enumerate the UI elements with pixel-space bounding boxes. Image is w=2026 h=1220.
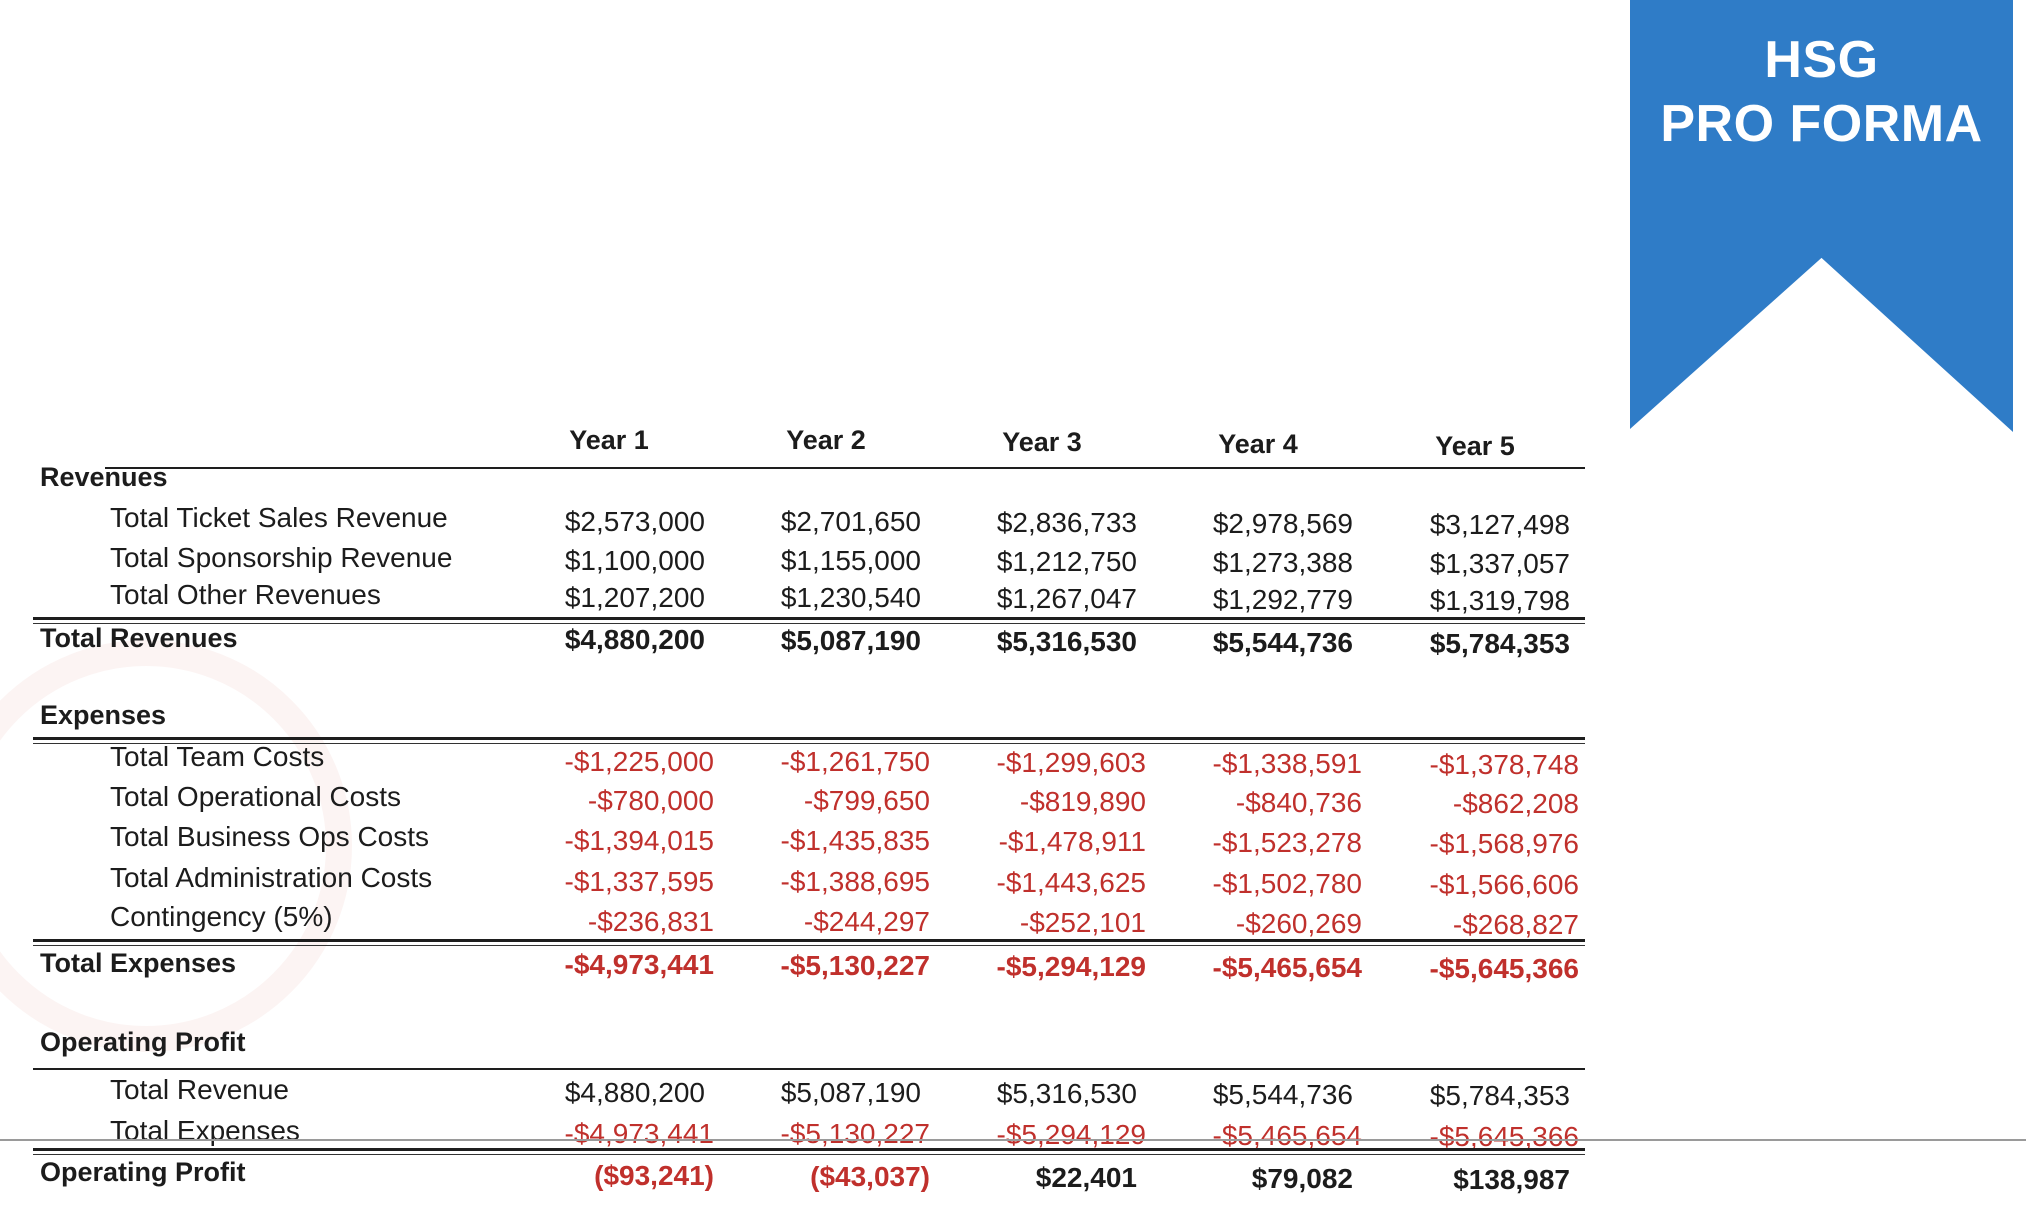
cell-value: -$252,101 (1019, 907, 1146, 938)
year-header-3: Year 3 (1002, 427, 1082, 457)
cell-value: $1,207,200 (564, 582, 705, 613)
expenses-total-rule-double (33, 945, 1585, 946)
total-value: -$4,973,441 (564, 949, 714, 980)
cell-value: -$819,890 (1019, 786, 1146, 817)
cell-value: $1,319,798 (1429, 585, 1570, 616)
cell-value: -$840,736 (1235, 787, 1362, 818)
total-expenses-label: Total Expenses (40, 948, 237, 978)
total-value: $5,087,190 (780, 625, 921, 656)
cell-value: -$1,394,015 (564, 825, 714, 856)
cell-value: -$1,338,591 (1212, 748, 1362, 779)
cell-value: -$268,827 (1452, 909, 1579, 940)
cell-value: $1,230,540 (780, 582, 921, 613)
total-value: $5,316,530 (996, 626, 1137, 657)
row-label: Total Team Costs (110, 741, 325, 772)
cell-value: $1,337,057 (1429, 548, 1570, 579)
cell-value: -$1,443,625 (996, 867, 1146, 898)
revenues-total-rule-double (33, 623, 1585, 624)
row-label: Contingency (5%) (110, 901, 333, 932)
total-value: ($43,037) (810, 1161, 930, 1192)
row-label: Total Ticket Sales Revenue (110, 502, 448, 533)
cell-value: $1,155,000 (780, 545, 921, 576)
cell-value: $4,880,200 (564, 1077, 705, 1108)
total-value: $138,987 (1453, 1164, 1570, 1195)
cell-value: $5,087,190 (780, 1077, 921, 1108)
banner-title (1630, 28, 2013, 156)
cell-value: $1,273,388 (1212, 547, 1353, 578)
expenses-total-rule (33, 939, 1585, 942)
total-value: $4,880,200 (564, 624, 705, 655)
expenses-header-rule (33, 737, 1585, 740)
cell-value: -$780,000 (587, 785, 714, 816)
row-label: Total Revenue (110, 1074, 290, 1105)
cell-value: -$5,645,366 (1429, 1121, 1579, 1152)
cell-value: -$1,337,595 (564, 866, 714, 897)
cell-value: -$260,269 (1235, 908, 1362, 939)
page-edge-line (0, 1139, 2026, 1141)
total-value: $22,401 (1035, 1162, 1137, 1193)
cell-value: $5,784,353 (1429, 1080, 1570, 1111)
cell-value: $1,267,047 (996, 583, 1137, 614)
total-value: -$5,294,129 (996, 951, 1146, 982)
cell-value: -$5,294,129 (996, 1119, 1146, 1150)
cell-value: -$862,208 (1452, 788, 1579, 819)
year-header-4: Year 4 (1218, 429, 1298, 459)
cell-value: $2,978,569 (1212, 508, 1353, 539)
cell-value: $1,292,779 (1212, 584, 1353, 615)
cell-value: -$1,435,835 (780, 825, 930, 856)
cell-value: -$1,261,750 (780, 746, 930, 777)
cell-value: $2,836,733 (996, 507, 1137, 538)
row-label: Total Sponsorship Revenue (110, 542, 453, 573)
cell-value: -$1,388,695 (780, 866, 930, 897)
row-label: Total Administration Costs (110, 862, 433, 893)
cell-value: -$1,225,000 (564, 746, 714, 777)
cell-value: -$1,378,748 (1429, 749, 1579, 780)
header-rule (105, 467, 1585, 469)
cell-value: $2,573,000 (564, 506, 705, 537)
expenses-heading: Expenses (40, 700, 167, 730)
cell-value: -$799,650 (803, 785, 930, 816)
operating-total-rule-double (33, 1154, 1585, 1155)
total-value: -$5,130,227 (780, 950, 930, 981)
total-value: -$5,645,366 (1429, 953, 1579, 984)
year-header-2: Year 2 (786, 425, 866, 455)
total-value: ($93,241) (594, 1160, 714, 1191)
cell-value: $2,701,650 (780, 506, 921, 537)
banner-title-line1: HSG (1764, 31, 1879, 89)
cell-value: $1,212,750 (996, 546, 1137, 577)
operating-total-rule (33, 1148, 1585, 1151)
total-value: -$5,465,654 (1212, 952, 1362, 983)
cell-value: -$5,465,654 (1212, 1120, 1362, 1151)
cell-value: -$4,973,441 (564, 1118, 714, 1149)
total-value: $5,784,353 (1429, 628, 1570, 659)
operating-profit-label: Operating Profit (40, 1157, 246, 1187)
cell-value: -$244,297 (803, 906, 930, 937)
cell-value: $3,127,498 (1429, 509, 1570, 540)
operating-header-rule (33, 1068, 1585, 1070)
total-revenues-label: Total Revenues (40, 623, 238, 653)
operating-profit-heading: Operating Profit (40, 1027, 246, 1057)
cell-value: $5,316,530 (996, 1078, 1137, 1109)
cell-value: -$236,831 (587, 906, 714, 937)
year-header-5: Year 5 (1435, 431, 1515, 461)
row-label: Total Business Ops Costs (110, 821, 430, 852)
cell-value: -$1,568,976 (1429, 828, 1579, 859)
revenues-heading: Revenues (40, 462, 168, 492)
row-label: Total Operational Costs (110, 781, 402, 812)
cell-value: -$1,299,603 (996, 747, 1146, 778)
total-value: $79,082 (1251, 1163, 1353, 1194)
total-value: $5,544,736 (1212, 627, 1353, 658)
cell-value: -$1,478,911 (998, 826, 1146, 857)
revenues-total-rule (33, 617, 1585, 620)
cell-value: -$1,523,278 (1212, 827, 1362, 858)
year-header-1: Year 1 (569, 425, 649, 455)
banner-title-line2: PRO FORMA (1660, 95, 1983, 153)
cell-value: -$1,502,780 (1212, 868, 1362, 899)
cell-value: -$5,130,227 (780, 1118, 930, 1149)
row-label: Total Expenses (110, 1115, 300, 1146)
cell-value: $1,100,000 (564, 545, 705, 576)
cell-value: $5,544,736 (1212, 1079, 1353, 1110)
cell-value: -$1,566,606 (1429, 869, 1579, 900)
row-label: Total Other Revenues (110, 579, 381, 610)
